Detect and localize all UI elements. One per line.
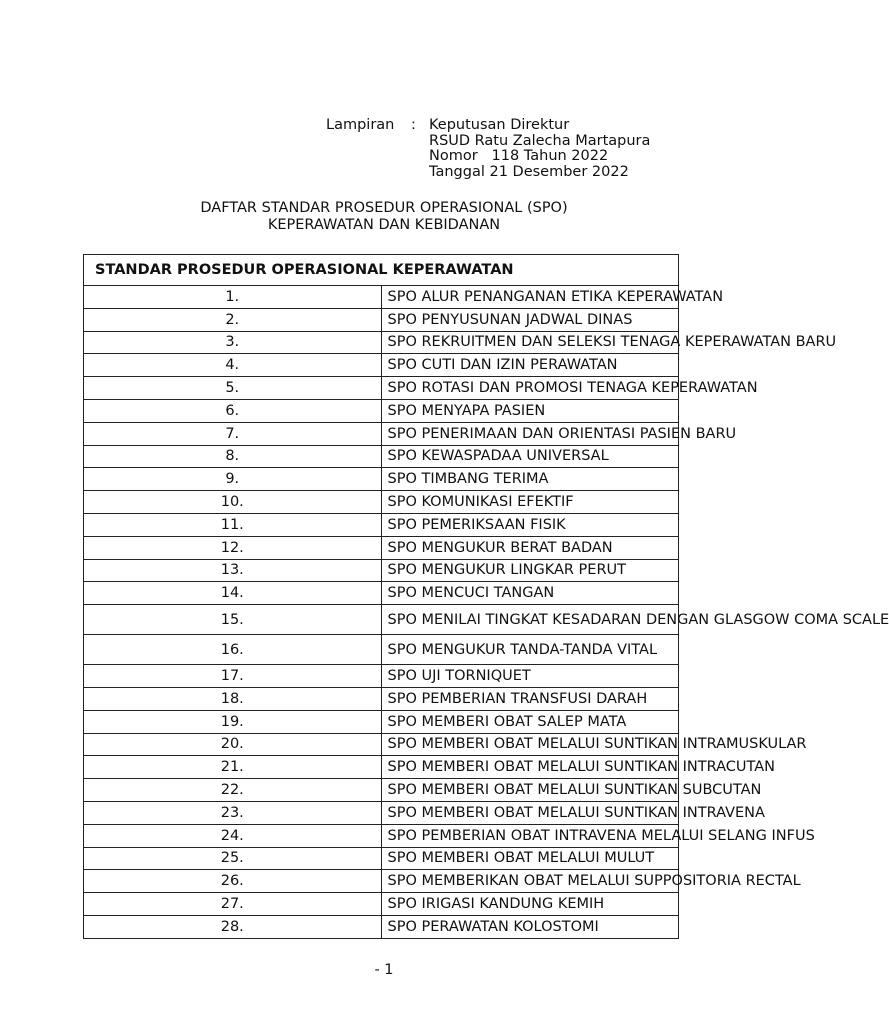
row-number: 1. [84, 286, 382, 309]
page-number: - 1 [374, 962, 394, 978]
row-procedure-name: SPO MENYAPA PASIEN [381, 399, 679, 422]
table-row [84, 635, 679, 665]
title-line-1: DAFTAR STANDAR PROSEDUR OPERASIONAL (SPO) [200, 200, 568, 216]
row-procedure-name: SPO IRIGASI KANDUNG KEMIH [381, 893, 679, 916]
table-row [84, 468, 679, 491]
row-procedure-name: SPO MENCUCI TANGAN [381, 582, 679, 605]
row-number: 15. [84, 605, 382, 635]
table-row [84, 308, 679, 331]
table-row [84, 779, 679, 802]
table-row [84, 756, 679, 779]
row-number: 26. [84, 870, 382, 893]
row-procedure-name: SPO CUTI DAN IZIN PERAWATAN [381, 354, 679, 377]
lampiran-row [326, 165, 650, 181]
table-row [84, 665, 679, 688]
row-procedure-name: SPO KEWASPADAA UNIVERSAL [381, 445, 679, 468]
table-row [84, 582, 679, 605]
row-procedure-name: SPO PENYUSUNAN JADWAL DINAS [381, 308, 679, 331]
row-number: 23. [84, 801, 382, 824]
row-number: 22. [84, 779, 382, 802]
row-procedure-name: SPO MENILAI TINGKAT KESADARAN DENGAN GLASGOW COMA SCALE [381, 605, 679, 635]
row-number: 8. [84, 445, 382, 468]
row-procedure-name: SPO PENERIMAAN DAN ORIENTASI PASIEN BARU [381, 422, 679, 445]
row-number: 14. [84, 582, 382, 605]
row-procedure-name: SPO REKRUITMEN DAN SELEKSI TENAGA KEPERAWATAN BARU [381, 331, 679, 354]
row-number: 13. [84, 559, 382, 582]
table-row [84, 710, 679, 733]
row-procedure-name: SPO MEMBERIKAN OBAT MELALUI SUPPOSITORIA RECTAL [381, 870, 679, 893]
row-number: 4. [84, 354, 382, 377]
row-number: 21. [84, 756, 382, 779]
document-title [0, 200, 768, 234]
table-row [84, 422, 679, 445]
row-number: 5. [84, 377, 382, 400]
row-procedure-name: SPO TIMBANG TERIMA [381, 468, 679, 491]
row-procedure-name: SPO MENGUKUR TANDA-TANDA VITAL [381, 635, 679, 665]
row-procedure-name: SPO PERAWATAN KOLOSTOMI [381, 915, 679, 938]
row-number: 19. [84, 710, 382, 733]
row-number: 17. [84, 665, 382, 688]
row-number: 11. [84, 513, 382, 536]
title-line-2: KEPERAWATAN DAN KEBIDANAN [267, 217, 501, 233]
lampiran-block [326, 118, 650, 180]
row-procedure-name: SPO ALUR PENANGANAN ETIKA KEPERAWATAN [381, 286, 679, 309]
row-procedure-name: SPO KOMUNIKASI EFEKTIF [381, 491, 679, 514]
row-procedure-name: SPO PEMBERIAN OBAT INTRAVENA MELALUI SELANG INFUS [381, 824, 679, 847]
table-row [84, 687, 679, 710]
table-row [84, 824, 679, 847]
lampiran-row [326, 118, 650, 134]
row-number: 12. [84, 536, 382, 559]
row-procedure-name: SPO UJI TORNIQUET [381, 665, 679, 688]
table-row [84, 733, 679, 756]
row-number: 3. [84, 331, 382, 354]
spo-table [83, 254, 889, 939]
row-number: 27. [84, 893, 382, 916]
row-procedure-name: SPO MENGUKUR BERAT BADAN [381, 536, 679, 559]
table-row [84, 847, 679, 870]
row-number: 7. [84, 422, 382, 445]
row-procedure-name: SPO PEMERIKSAAN FISIK [381, 513, 679, 536]
table-header-row [84, 255, 679, 286]
table-row [84, 559, 679, 582]
table-row [84, 399, 679, 422]
lampiran-date: Tanggal 21 Desember 2022 [429, 163, 629, 180]
row-procedure-name: SPO MEMBERI OBAT MELALUI SUNTIKAN SUBCUTAN [381, 779, 679, 802]
row-number: 18. [84, 687, 382, 710]
table-row [84, 513, 679, 536]
lampiran-decree: Keputusan Direktur [429, 117, 570, 133]
row-number: 25. [84, 847, 382, 870]
table-header: STANDAR PROSEDUR OPERASIONAL KEPERAWATAN [84, 255, 679, 286]
row-number: 16. [84, 635, 382, 665]
table-row [84, 354, 679, 377]
lampiran-number: Nomor 118 Tahun 2022 [429, 148, 609, 164]
lampiran-colon: : [411, 117, 416, 133]
row-procedure-name: SPO MEMBERI OBAT MELALUI SUNTIKAN INTRAVENA [381, 801, 679, 824]
lampiran-label: Lampiran [326, 117, 395, 133]
row-number: 20. [84, 733, 382, 756]
row-procedure-name: SPO MENGUKUR LINGKAR PERUT [381, 559, 679, 582]
table-row [84, 870, 679, 893]
table-row [84, 915, 679, 938]
table-row [84, 893, 679, 916]
row-procedure-name: SPO PEMBERIAN TRANSFUSI DARAH [381, 687, 679, 710]
lampiran-row [326, 134, 650, 150]
table-row [84, 377, 679, 400]
row-number: 6. [84, 399, 382, 422]
table-row [84, 445, 679, 468]
row-number: 24. [84, 824, 382, 847]
row-procedure-name: SPO MEMBERI OBAT SALEP MATA [381, 710, 679, 733]
row-procedure-name: SPO MEMBERI OBAT MELALUI SUNTIKAN INTRACUTAN [381, 756, 679, 779]
lampiran-hospital: RSUD Ratu Zalecha Martapura [429, 132, 651, 149]
table-row [84, 536, 679, 559]
row-procedure-name: SPO MEMBERI OBAT MELALUI MULUT [381, 847, 679, 870]
table-row [84, 491, 679, 514]
row-number: 2. [84, 308, 382, 331]
row-number: 28. [84, 915, 382, 938]
lampiran-row [326, 149, 650, 165]
row-procedure-name: SPO MEMBERI OBAT MELALUI SUNTIKAN INTRAMUSKULAR [381, 733, 679, 756]
table-row [84, 801, 679, 824]
table-row [84, 605, 679, 635]
row-number: 10. [84, 491, 382, 514]
table-row [84, 331, 679, 354]
row-number: 9. [84, 468, 382, 491]
row-procedure-name: SPO ROTASI DAN PROMOSI TENAGA KEPERAWATAN [381, 377, 679, 400]
table-row [84, 286, 679, 309]
